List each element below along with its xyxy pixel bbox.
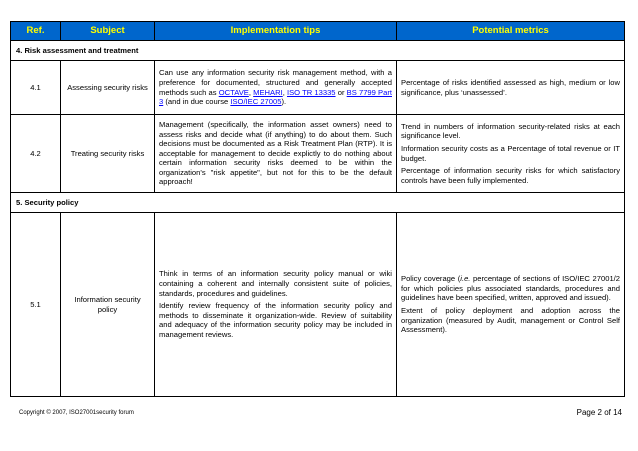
metric-item: Percentage of information security risks for which satisfactory controls have been fully implemented. [401, 166, 620, 185]
tips-cell: Management (specifically, the information asset owners) need to assess risks and decide what (if anything) to do about them. Such decisions must be documented as a Risk Treatment Plan (RTP). It is acceptable for management to decide explictly to do nothing about certain information security risks deemed to be within the organization's "risk appetite", but not for this to be the default approach! [155, 115, 397, 193]
metrics-cell [397, 115, 625, 193]
metric-item: Policy coverage (i.e. percentage of sections of ISO/IEC 27001/2 for which policies plus associated standards, procedures and guidelines have been specified, written, approved and issued). [401, 274, 620, 303]
bs-7799-part3-link[interactable]: BS 7799 Part 3 [159, 87, 392, 107]
section-title: 5. Security policy [11, 193, 625, 213]
table-row [11, 61, 625, 115]
iso-iec-27005-link[interactable]: ISO/IEC 27005 [230, 97, 282, 107]
table-row [11, 115, 625, 193]
header-potential-metrics: Potential metrics [397, 22, 625, 41]
metric-item: Information security costs as a Percentage of total revenue or IT budget. [401, 143, 620, 163]
ref-cell: 4.2 [11, 115, 61, 193]
section-row [11, 193, 625, 213]
metric-item: Extent of policy deployment and adoption across the organization (measured by Audit, management or Control Self Assessment). [401, 306, 620, 335]
subject-cell: Information security policy [61, 213, 155, 397]
tip-paragraph: Identify review frequency of the information security policy and methods to disseminate it organization-wide. Review of suitability and adequacy of the information security policy may be included in management reviews. [159, 301, 392, 339]
tip-paragraph: Think in terms of an information security policy manual or wiki containing a coherent and internally consistent suite of policies, standards, procedures and guidelines. [159, 269, 392, 298]
copyright-footer: Copyright © 2007, ISO27001security forum [19, 410, 134, 416]
table-row [11, 213, 625, 397]
page-number: Page 2 of 14 [576, 408, 622, 417]
header-subject: Subject [61, 22, 155, 41]
document-page [10, 21, 624, 397]
tips-cell: Can use any information security risk management method, with a preference for documented, structured and generally accepted methods such as OCTAVE, MEHARI, ISO TR 13335 or BS 7799 Part 3 (and in due course ISO/IEC 27005). [155, 61, 397, 115]
octave-link[interactable]: OCTAVE [218, 87, 249, 97]
mehari-link[interactable]: MEHARI [253, 87, 283, 97]
subject-cell: Treating security risks [61, 115, 155, 193]
section-row [11, 41, 625, 61]
guidance-table [10, 21, 625, 397]
tips-cell [155, 213, 397, 397]
header-ref: Ref. [11, 22, 61, 41]
metrics-cell [397, 213, 625, 397]
section-title: 4. Risk assessment and treatment [11, 41, 625, 61]
subject-cell: Assessing security risks [61, 61, 155, 115]
header-row [11, 22, 625, 41]
metrics-cell: Percentage of risks identified assessed as high, medium or low significance, plus ‘unassessed’. [397, 61, 625, 115]
header-implementation-tips: Implementation tips [155, 22, 397, 41]
ref-cell: 4.1 [11, 61, 61, 115]
iso-tr-13335-link[interactable]: ISO TR 13335 [286, 87, 336, 97]
metric-item: Trend in numbers of information security-related risks at each significance level. [401, 121, 620, 141]
ref-cell: 5.1 [11, 213, 61, 397]
